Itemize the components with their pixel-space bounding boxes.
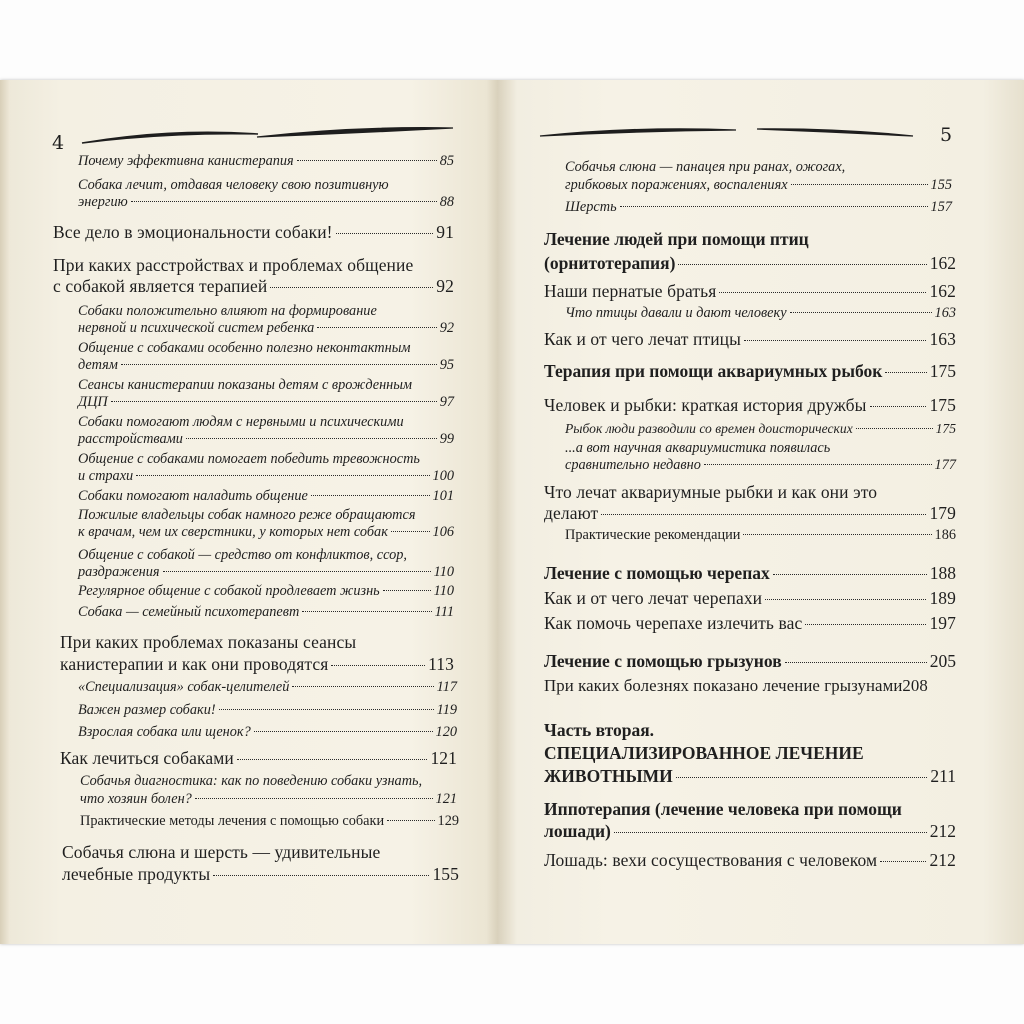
toc-entry[interactable]: Сеансы канистерапии показаны детям с врожденным ДЦП 97 [78, 377, 454, 410]
toc-entry[interactable]: Собака лечит, отдавая человеку свою позитивную энергию 88 [78, 177, 454, 210]
toc-entry[interactable]: ...а вот научная аквариумистика появилась сравнительно недавно 177 [565, 440, 956, 473]
toc-entry[interactable]: Собачья диагностика: как по поведению собаки узнать, что хозяин болен? 121 [80, 773, 457, 807]
toc-entry[interactable]: Лечение с помощью черепах 188 [544, 563, 956, 583]
toc-entry[interactable]: При каких расстройствах и проблемах общение с собакой является терапией 92 [53, 255, 454, 296]
toc-entry[interactable]: Как и от чего лечат птицы 163 [544, 329, 956, 349]
toc-entry[interactable]: Практические рекомендации 186 [565, 527, 956, 543]
toc-entry[interactable]: Что лечат аквариумные рыбки и как они это делают 179 [544, 482, 956, 523]
toc-entry[interactable]: Общение с собаками особенно полезно неконтактным детям 95 [78, 340, 454, 373]
header-ornament-right-1 [538, 124, 738, 142]
header-ornament-left-2 [255, 124, 455, 140]
toc-entry[interactable]: Собаки помогают наладить общение 101 [78, 488, 454, 504]
page-number-left: 4 [52, 132, 65, 154]
toc-entry[interactable]: Наши пернатые братья 162 [544, 281, 956, 301]
toc-entry[interactable]: При каких болезнях показано лечение грызунами 208 [544, 676, 928, 695]
toc-entry[interactable]: Почему эффективна канистерапия 85 [78, 153, 454, 169]
page-edge [0, 80, 10, 944]
toc-entry[interactable]: Человек и рыбки: краткая история дружбы 175 [544, 395, 956, 415]
toc-entry[interactable]: Общение с собаками помогает победить тревожность и страхи 100 [78, 451, 454, 484]
toc-entry[interactable]: При каких проблемах показаны сеансы канистерапии и как они проводятся 113 [60, 632, 454, 674]
toc-entry[interactable]: Общение с собакой — средство от конфликтов, ссор, раздражения 110 [78, 547, 454, 580]
toc-entry[interactable]: Собака — семейный психотерапевт 111 [78, 604, 454, 620]
toc-entry[interactable]: Взрослая собака или щенок? 120 [78, 724, 457, 740]
toc-entry[interactable]: Важен размер собаки! 119 [78, 702, 457, 718]
toc-entry[interactable]: Часть вторая. СПЕЦИАЛИЗИРОВАННОЕ ЛЕЧЕНИЕ ЖИВОТНЫМИ 211 [544, 720, 956, 786]
toc-entry[interactable]: Собачья слюна и шерсть — удивительные лечебные продукты 155 [62, 842, 459, 884]
page-number-right: 5 [940, 124, 953, 146]
toc-entry[interactable]: Собачья слюна — панацея при ранах, ожогах, грибковых поражениях, воспалениях 155 [565, 159, 952, 193]
toc-entry[interactable]: Лечение людей при помощи птиц (орнитотерапия) 162 [544, 229, 956, 273]
toc-entry[interactable]: Как и от чего лечат черепахи 189 [544, 588, 956, 608]
toc-entry[interactable]: Практические методы лечения с помощью собаки 129 [80, 813, 459, 829]
toc-entry[interactable]: «Специализация» собак-целителей 117 [78, 679, 457, 695]
toc-entry[interactable]: Что птицы давали и дают человеку 163 [565, 305, 956, 321]
toc-entry[interactable]: Шерсть 157 [565, 199, 952, 215]
toc-entry[interactable]: Терапия при помощи аквариумных рыбок 175 [544, 361, 956, 381]
toc-entry[interactable]: Лошадь: вехи сосуществования с человеком 212 [544, 850, 956, 870]
toc-entry[interactable]: Собаки положительно влияют на формирование нервной и психической систем ребенка 92 [78, 303, 454, 336]
toc-entry[interactable]: Рыбок люди разводили со времен доисторических 175 [565, 421, 956, 436]
toc-entry[interactable]: Собаки помогают людям с нервными и психическими расстройствами 99 [78, 414, 454, 447]
toc-entry[interactable]: Как помочь черепахе излечить вас 197 [544, 613, 956, 633]
toc-entry[interactable]: Лечение с помощью грызунов 205 [544, 651, 956, 671]
toc-entry[interactable]: Регулярное общение с собакой продлевает жизнь 110 [78, 583, 454, 599]
toc-entry[interactable]: Иппотерапия (лечение человека при помощи лошади) 212 [544, 799, 956, 841]
header-ornament-right-2 [755, 124, 915, 140]
toc-entry[interactable]: Пожилые владельцы собак намного реже обращаются к врачам, чем их сверстники, у которых нет собак 106 [78, 507, 454, 540]
toc-entry[interactable]: Как лечиться собаками 121 [60, 748, 457, 768]
header-ornament-left-1 [80, 126, 260, 146]
toc-entry[interactable]: Все дело в эмоциональности собаки! 91 [53, 222, 454, 242]
